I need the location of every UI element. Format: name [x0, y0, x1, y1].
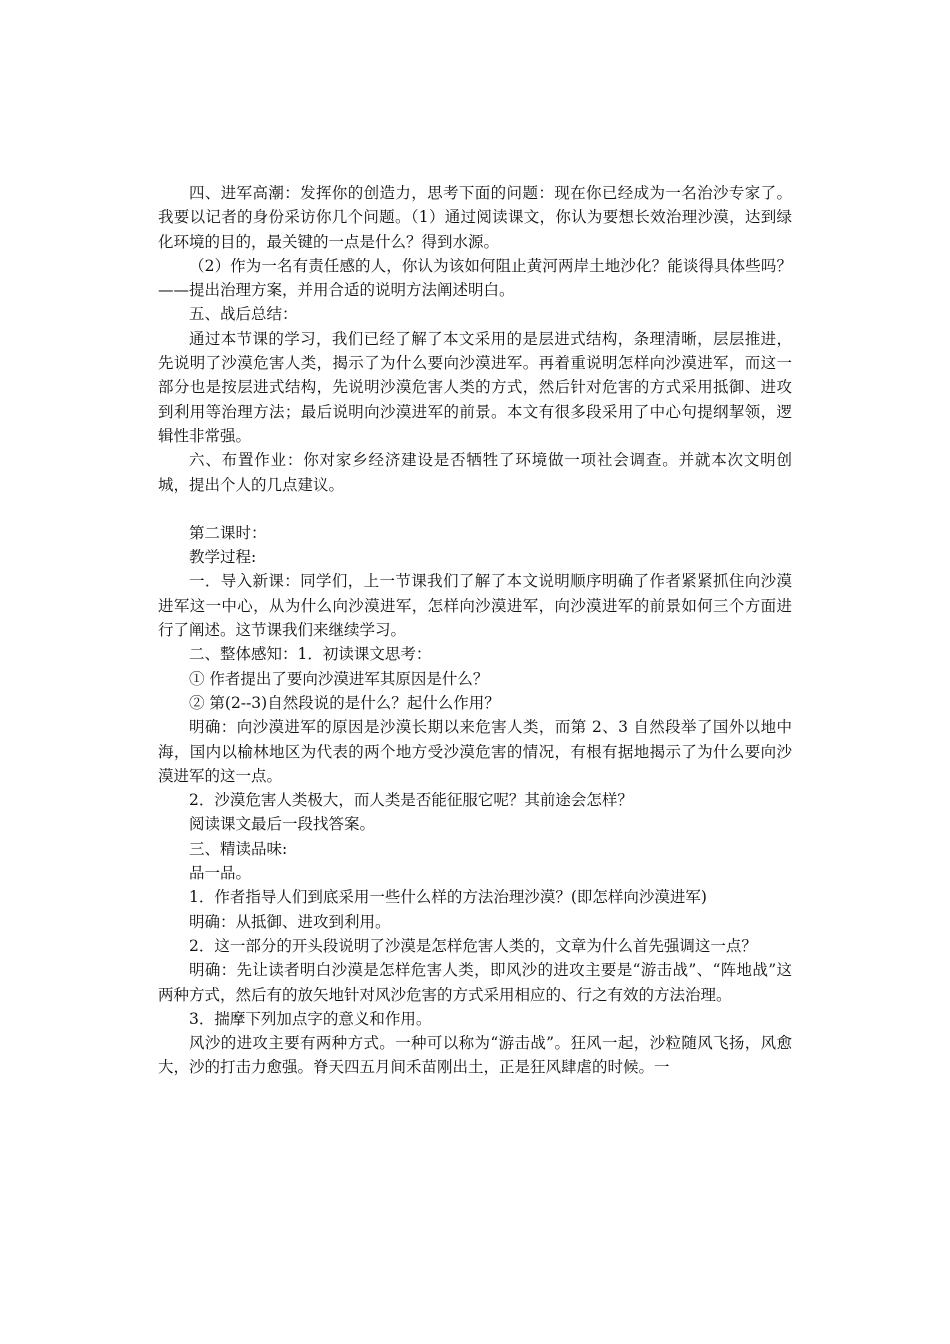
- paragraph-clarification-2: 明确：从抵御、进攻到利用。: [189, 912, 391, 931]
- heading-close-reading: 三、精读品味:: [189, 839, 288, 858]
- heading-summary: 五、战后总结：: [189, 305, 298, 324]
- heading-savor: 品一品。: [189, 864, 252, 883]
- paragraph-excerpt: 风沙的进攻主要有两种方式。一种可以称为“游击战”。狂风一起，沙粒随风飞扬，风愈大，沙的打击力愈强。脊天四五月间禾苗刚出土，正是狂风肆虐的时候。一: [158, 1034, 792, 1077]
- paragraph-question-2: （2）作为一名有责任感的人，你认为该如何阻止黄河两岸土地沙化？能谈得具体些吗？——提出治理方案，并用合适的说明方法阐述明白。: [158, 256, 792, 300]
- document-page: [158, 181, 792, 1080]
- paragraph-homework: 六、布置作业：你对家乡经济建设是否牺牲了环境做一项社会调查。并就本次文明创城，提出个人的几点建议。: [158, 451, 792, 494]
- paragraph-clarification-3: 明确：先让读者明白沙漠是怎样危害人类，即风沙的进攻主要是“游击战”、“阵地战”这两种方式，然后有的放矢地针对风沙危害的方式采用相应的、行之有效的方法治理。: [158, 961, 792, 1004]
- section-gap: [158, 497, 792, 521]
- question-2: ② 第(2--3)自然段说的是什么？起什么作用？: [189, 693, 500, 712]
- question-3: 2．沙漠危害人类极大，而人类是否能征服它呢？其前途会怎样？: [189, 791, 633, 810]
- paragraph-clarification-1: 明确：向沙漠进军的原因是沙漠长期以来危害人类，而第 2、3 自然段举了国外以地中海，国内以榆林地区为代表的两个地方受沙漠危害的情况，有根有据地揭示了为什么要向沙漠进军的这一点。: [158, 718, 792, 785]
- heading-teaching-process: 教学过程:: [189, 548, 257, 567]
- question-6: 3．揣摩下列加点字的意义和作用。: [189, 1009, 432, 1028]
- heading-second-lesson: 第二课时：: [189, 523, 267, 542]
- heading-overall-perception: 二、整体感知：1．初读课文思考：: [189, 645, 432, 664]
- question-1: ① 作者提出了要向沙漠进军其原因是什么？: [189, 669, 489, 688]
- paragraph-introduction: 一．导入新课：同学们，上一节课我们了解了本文说明顺序明确了作者紧紧抓住向沙漠进军这一中心，从为什么向沙漠进军，怎样向沙漠进军，向沙漠进军的前景如何三个方面进行了阐述。这节课我们来继续学习。: [158, 572, 792, 640]
- paragraph-summary: 通过本节课的学习，我们已经了解了本文采用的是层进式结构，条理清晰，层层推进，先说明了沙漠危害人类，揭示了为什么要向沙漠进军。再着重说明怎样向沙漠进军，而这一部分也是按层进式结构，先说明沙漠危害人类的方式，然后针对危害的方式采用抵御、进攻到利用等治理方法；最后说明向沙漠进军的前景。本文有很多段采用了中心句提纲挈领，逻辑性非常强。: [158, 329, 792, 445]
- question-4: 1．作者指导人们到底采用一些什么样的方法治理沙漠？(即怎样向沙漠进军): [189, 888, 707, 907]
- instruction-read: 阅读课文最后一段找答案。: [189, 815, 376, 834]
- paragraph-advance-climax: 四、进军高潮：发挥你的创造力，思考下面的问题：现在你已经成为一名治沙专家了。我要以记者的身份采访你几个问题。（1）通过阅读课文，你认为要想长效治理沙漠，达到绿化环境的目的，最关键的一点是什么？得到水源。: [158, 184, 792, 251]
- question-5: 2．这一部分的开头段说明了沙漠是怎样危害人类的，文章为什么首先强调这一点？: [189, 936, 757, 955]
